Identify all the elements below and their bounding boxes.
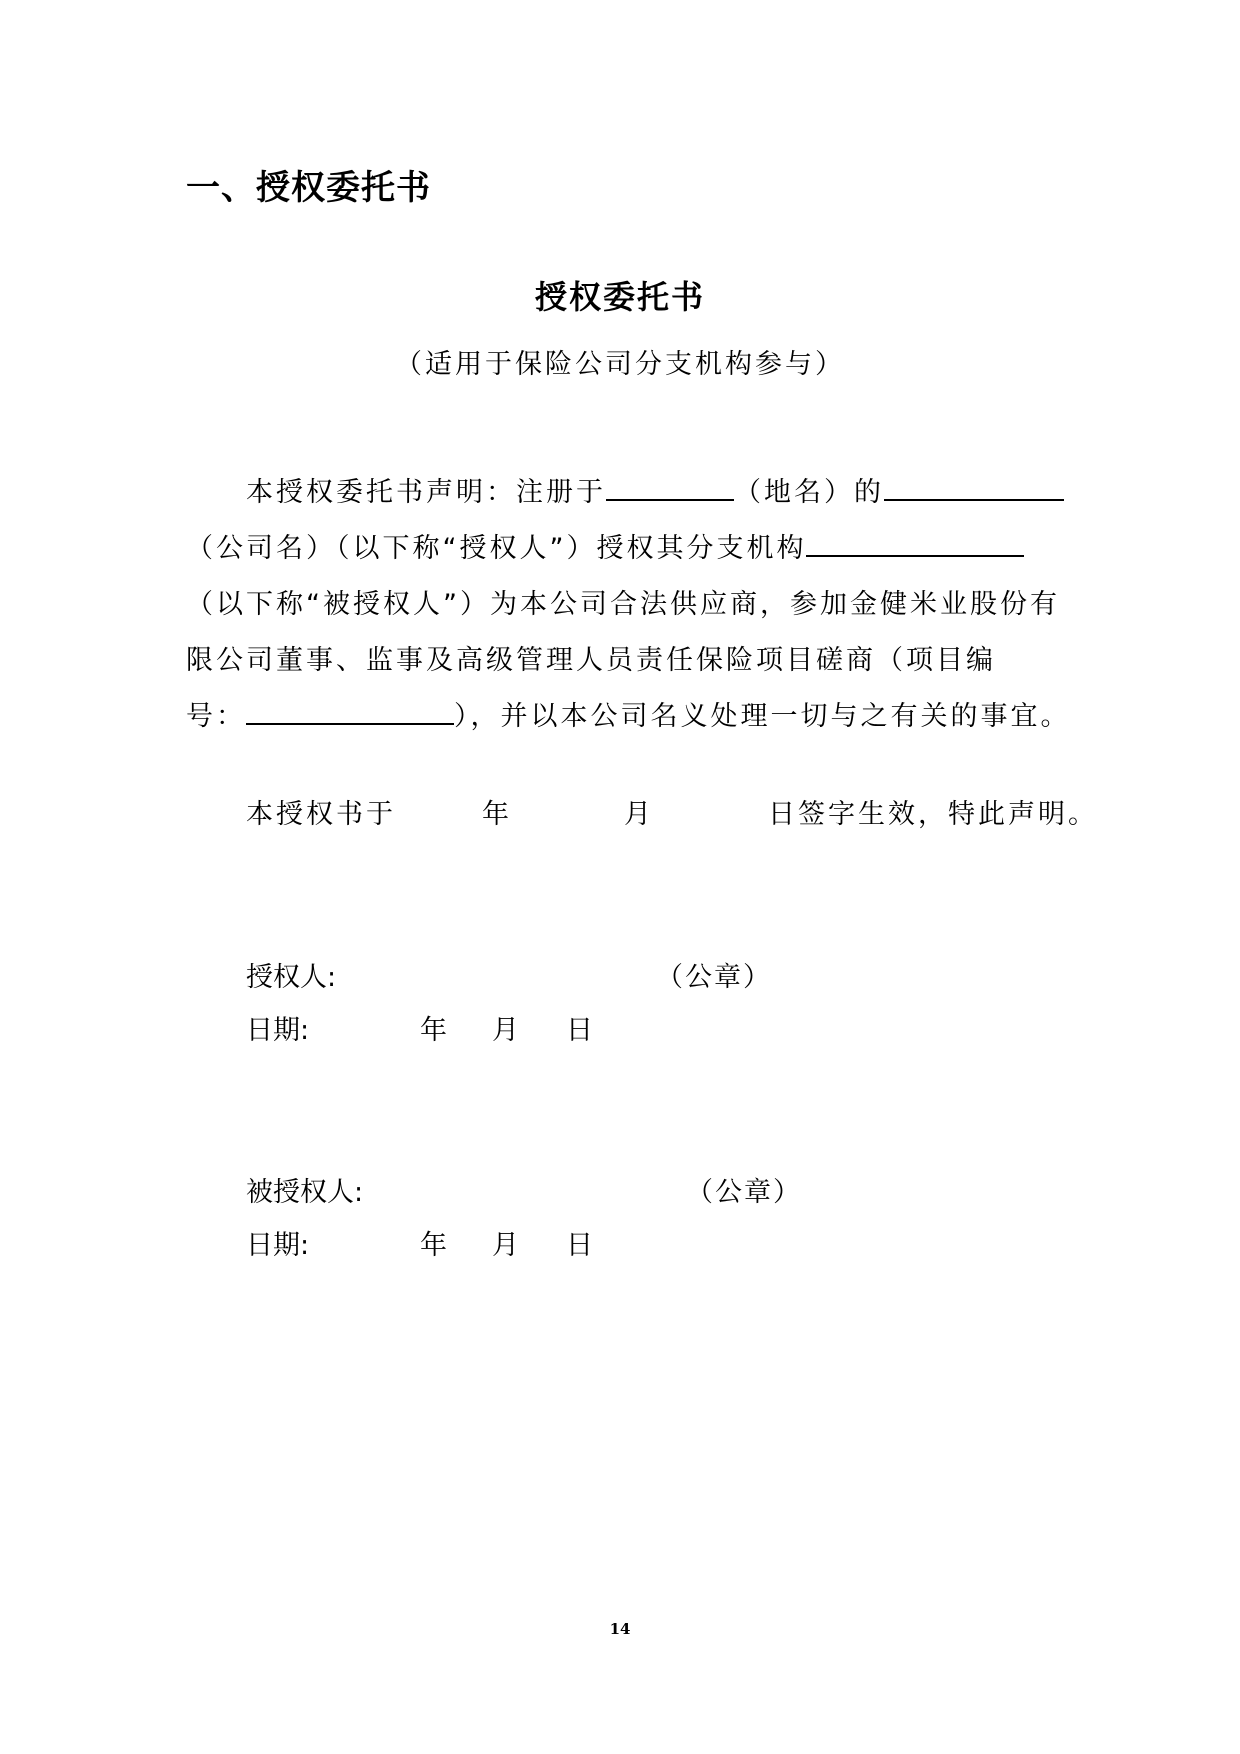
grantee-seal: （公章）	[686, 1177, 802, 1208]
grantee-label: 被授权人:	[246, 1177, 364, 1208]
section-heading: 一、授权委托书	[186, 168, 431, 208]
grantor-date-year: 年	[420, 1015, 447, 1046]
document-subtitle: （适用于保险公司分支机构参与）	[395, 349, 845, 380]
grantor-date-label: 日期:	[246, 1015, 310, 1046]
body-line-4: 限公司董事、监事及高级管理人员责任保险项目磋商（项目编	[186, 645, 996, 676]
body-line-5	[186, 694, 1071, 733]
grantee-date-month: 月	[492, 1230, 519, 1261]
effective-suffix: 日签字生效，特此声明。	[768, 799, 1098, 830]
effective-month: 月	[624, 799, 654, 830]
grantor-label: 授权人:	[246, 962, 337, 993]
blank-company-name[interactable]	[884, 472, 1064, 501]
body-line-3: （以下称“被授权人”）为本公司合法供应商，参加金健米业股份有	[186, 589, 1060, 620]
blank-project-number[interactable]	[246, 696, 454, 725]
grantor-date-month: 月	[492, 1015, 519, 1046]
blank-registered-place[interactable]	[606, 472, 734, 501]
page-number: 14	[609, 1620, 631, 1638]
grantee-date-label: 日期:	[246, 1230, 310, 1261]
grantor-seal: （公章）	[656, 962, 772, 993]
document-title: 授权委托书	[534, 278, 705, 316]
body-text: 本授权委托书声明：注册于	[246, 477, 606, 508]
grantor-date-day: 日	[566, 1015, 593, 1046]
grantee-date-day: 日	[566, 1230, 593, 1261]
body-text: ），并以本公司名义处理一切与之有关的事宜。	[454, 701, 1071, 732]
body-text: （地名）的	[734, 477, 884, 508]
body-line-1	[246, 470, 1064, 509]
effective-year: 年	[482, 799, 512, 830]
grantee-date-year: 年	[420, 1230, 447, 1261]
body-text: （公司名）（以下称“授权人”）授权其分支机构	[186, 533, 807, 564]
body-line-2	[186, 526, 1024, 565]
blank-branch-name[interactable]	[806, 528, 1024, 557]
effective-prefix: 本授权书于	[246, 799, 396, 830]
body-text: 号：	[186, 701, 246, 732]
